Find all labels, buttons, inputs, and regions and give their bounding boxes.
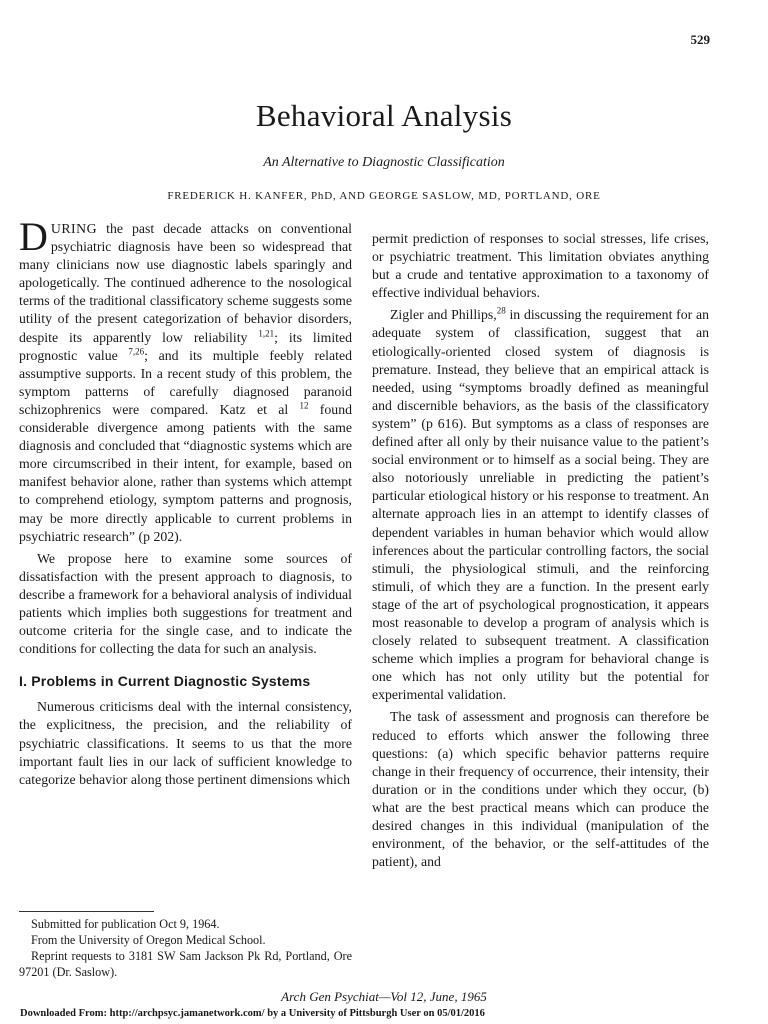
section-heading: I. Problems in Current Diagnostic Systems [19,673,311,690]
article-title: Behavioral Analysis [255,98,513,133]
download-notice: Downloaded From: http://archpsyc.jamanetwork.com/ by a University of Pittsburgh User on 05/01/2016 [20,1008,485,1019]
intro-text-d: found considerable divergence among patients with the same diagnosis and concluded that “diagnostic systems which are more circumscribed in their intent, for example, based on manifest behavior alone, rather than systems which attempt to comprehend etiology, symptom patterns and prognosis, may be more directly applicable to current problems in psychiatric research” (p 202). [19,401,352,544]
continued-paragraph: permit prediction of responses to social stresses, life crises, or psychiatric treatment. This limitation obviates anything but a crude and tentative approximation to a taxonomy of effective individual behaviors. [372,231,709,301]
reference-marker: 1,21 [258,327,275,338]
right-column [372,230,709,875]
journal-citation: Arch Gen Psychiat—Vol 12, June, 1965 [281,989,487,1004]
intro-smallcaps: URING [50,221,98,236]
footnote-divider [19,911,154,912]
intro-text-a: the past decade attacks on conventional psychiatric diagnosis have been so widespread that many clinicians now use diagnostic labels sparingly and apologetically. The continued adherence to the nosological terms of the traditional classificatory scheme suggests some utility of the present categorization of behavior disorders, despite its apparently low reliability [19,221,352,345]
drop-cap: D [19,214,48,259]
left-column [19,214,353,793]
criticisms-paragraph: Numerous criticisms deal with the internal consistency, the explicitness, the precision, and the reliability of psychiatric classifications. It seems to us that the more important fault lies in our lack of sufficient knowledge to categorize behavior along those pertinent dimensions which [19,699,352,787]
intro-text-c: ; and its multiple feebly related assumptive supports. In a recent study of this problem, the symptom patterns of carefully diagnosed paranoid schizophrenics were compared. Katz et al [19,347,352,417]
article-subtitle: An Alternative to Diagnostic Classification [263,155,505,170]
footnotes [19,916,352,980]
zigler-paragraph [372,306,709,704]
proposal-paragraph: We propose here to examine some sources of dissatisfaction with the present approach to diagnosis, to describe a framework for a behavioral analysis of individual patients which implies both suggestions for treatment and outcome criteria for the single case, and to indicate the conditions for collecting the data for such an analysis. [19,550,352,657]
article-authors: FREDERICK H. KANFER, PhD, AND GEORGE SASLOW, MD, PORTLAND, ORE [167,190,601,202]
reference-marker: 12 [299,400,309,411]
zigler-text-a: Zigler and Phillips, [390,307,497,323]
reference-marker: 7,26 [128,346,145,357]
reference-marker: 28 [496,305,506,316]
intro-text-b: ; its limited prognostic value [19,329,353,363]
assessment-paragraph: The task of assessment and prognosis can therefore be reduced to efforts which answer the following three questions: (a) which specific behavior patterns require change in their frequency of occurrence, their intensity, their duration or in the conditions under which they occur, (b) what are the best practical means which can produce the desired changes in this individual (manipulation of the environment, of the behavior, or the self-attitudes of the patient), and [372,709,709,870]
footnote-submitted: Submitted for publication Oct 9, 1964. [31,917,220,931]
page-number: 529 [690,32,710,47]
intro-paragraph [19,214,353,546]
footnote-reprints: Reprint requests to 3181 SW Sam Jackson Pk Rd, Portland, Ore 97201 (Dr. Saslow). [19,949,352,979]
zigler-text-b: in discussing the requirement for an adequate system of classification, suggest that an etiologically-oriented closed system of diagnosis is premature. Instead, they believe that an empirical attack is needed, using “symptoms broadly defined as meaningful and discernible behaviors, as the basis of the classificatory system” (p 616). But symptoms as a class of responses are defined after all only by their nuisance value to the patient’s social environment or to himself as a social being. They are also notoriously unreliable in predicting the patient’s particular etiological history or his response to treatment. An alternate approach lies in an attempt to identify classes of dependent variables in human behavior which would allow inferences about the particular controlling factors, the social stimuli, the physiological stimuli, and the reinforcing stimuli, of which they are a function. In the present early stage of the art of psychological prognostication, it appears most reasonable to develop a program of analysis which is closely related to subsequent treatment. A classification scheme which implies a program for behavioral change is one which has not only utility but the potential for experimental validation. [372,307,709,703]
footnote-affiliation: From the University of Oregon Medical School. [31,933,266,947]
